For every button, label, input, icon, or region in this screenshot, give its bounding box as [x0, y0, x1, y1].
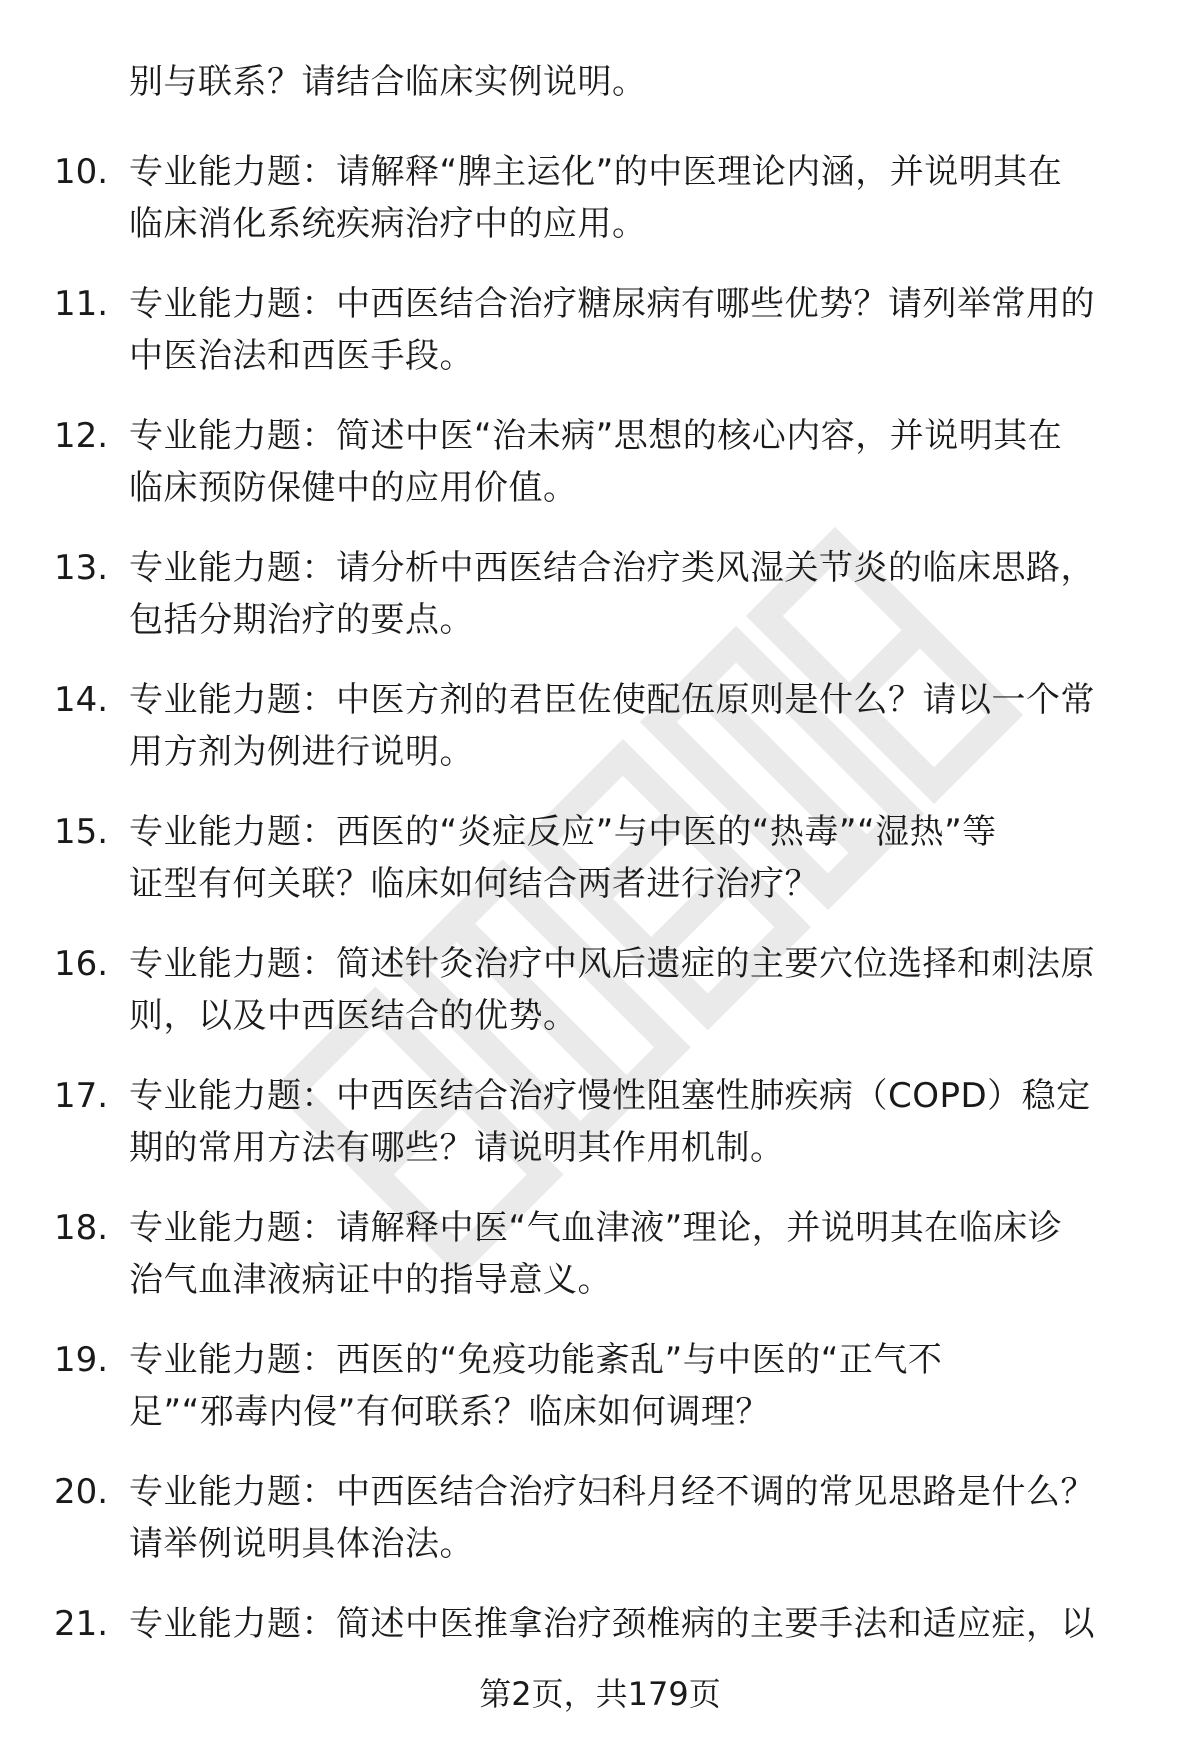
question-item	[0, 146, 1200, 278]
question-number: 10.	[54, 152, 109, 192]
question-item	[0, 1466, 1200, 1598]
question-item	[0, 278, 1200, 410]
question-text-line: 则，以及中西医结合的优势。	[129, 996, 578, 1036]
question-text	[129, 542, 1139, 646]
question-text-line: 专业能力题：简述中医“治未病”思想的核心内容，并说明其在	[129, 416, 1063, 456]
question-text-line: 临床预防保健中的应用价值。	[129, 468, 578, 508]
question-text-line: 专业能力题：中西医结合治疗慢性阻塞性肺疾病（COPD）稳定	[129, 1076, 1091, 1116]
question-number: 19.	[54, 1340, 109, 1380]
question-text	[129, 1466, 1139, 1570]
question-number: 21.	[54, 1604, 109, 1644]
question-text-line: 专业能力题：西医的“免疫功能紊乱”与中医的“正气不	[129, 1340, 943, 1380]
question-text-line: 专业能力题：简述针灸治疗中风后遗症的主要穴位选择和刺法原	[129, 944, 1095, 984]
question-text-line: 专业能力题：请解释“脾主运化”的中医理论内涵，并说明其在	[129, 152, 1063, 192]
question-text-line: 证型有何关联？临床如何结合两者进行治疗？	[129, 864, 819, 904]
question-item	[0, 1070, 1200, 1202]
question-text	[129, 1334, 1139, 1438]
question-item	[0, 1202, 1200, 1334]
question-text-line: 专业能力题：中西医结合治疗妇科月经不调的常见思路是什么？	[129, 1472, 1095, 1512]
question-text-line: 请举例说明具体治法。	[129, 1524, 474, 1564]
question-text	[129, 674, 1139, 778]
question-list	[0, 146, 1200, 1730]
question-item	[0, 806, 1200, 938]
question-text	[129, 146, 1139, 250]
question-number: 16.	[54, 944, 109, 984]
question-text-line: 用方剂为例进行说明。	[129, 732, 474, 772]
question-text-line: 中医治法和西医手段。	[129, 336, 474, 376]
question-number: 12.	[54, 416, 109, 456]
question-text-line: 专业能力题：简述中医推拿治疗颈椎病的主要手法和适应症，以	[129, 1604, 1095, 1644]
question-text	[129, 1070, 1139, 1174]
question-text-line: 临床消化系统疾病治疗中的应用。	[129, 204, 647, 244]
question-text-line: 专业能力题：中西医结合治疗糖尿病有哪些优势？请列举常用的	[129, 284, 1095, 324]
question-number: 17.	[54, 1076, 109, 1116]
question-text-line: 专业能力题：请解释中医“气血津液”理论，并说明其在临床诊	[129, 1208, 1063, 1248]
question-text	[129, 278, 1139, 382]
question-text-line: 治气血津液病证中的指导意义。	[129, 1260, 612, 1300]
question-text	[129, 938, 1139, 1042]
question-item	[0, 938, 1200, 1070]
question-text-line: 专业能力题：请分析中西医结合治疗类风湿关节炎的临床思路，	[129, 548, 1095, 588]
question-number: 11.	[54, 284, 109, 324]
question-number: 18.	[54, 1208, 109, 1248]
question-text-line: 专业能力题：中医方剂的君臣佐使配伍原则是什么？请以一个常	[129, 680, 1095, 720]
question-text	[129, 1202, 1139, 1306]
question-item	[0, 410, 1200, 542]
question-number: 14.	[54, 680, 109, 720]
question-text	[129, 1598, 1139, 1650]
question-number: 13.	[54, 548, 109, 588]
question-text-line: 期的常用方法有哪些？请说明其作用机制。	[129, 1128, 785, 1168]
question-number: 15.	[54, 812, 109, 852]
question-item	[0, 1334, 1200, 1466]
question-text-line: 专业能力题：西医的“炎症反应”与中医的“热毒”“湿热”等	[129, 812, 997, 852]
question-item	[0, 542, 1200, 674]
question-text	[129, 806, 1139, 910]
continued-question-text: 别与联系？请结合临床实例说明。	[129, 62, 647, 102]
question-text-line: 足”“邪毒内侵”有何联系？临床如何调理？	[129, 1392, 770, 1432]
question-item	[0, 674, 1200, 806]
page-footer: 第2页，共179页	[479, 1675, 721, 1713]
question-text	[129, 410, 1139, 514]
question-text-line: 包括分期治疗的要点。	[129, 600, 474, 640]
question-number: 20.	[54, 1472, 109, 1512]
